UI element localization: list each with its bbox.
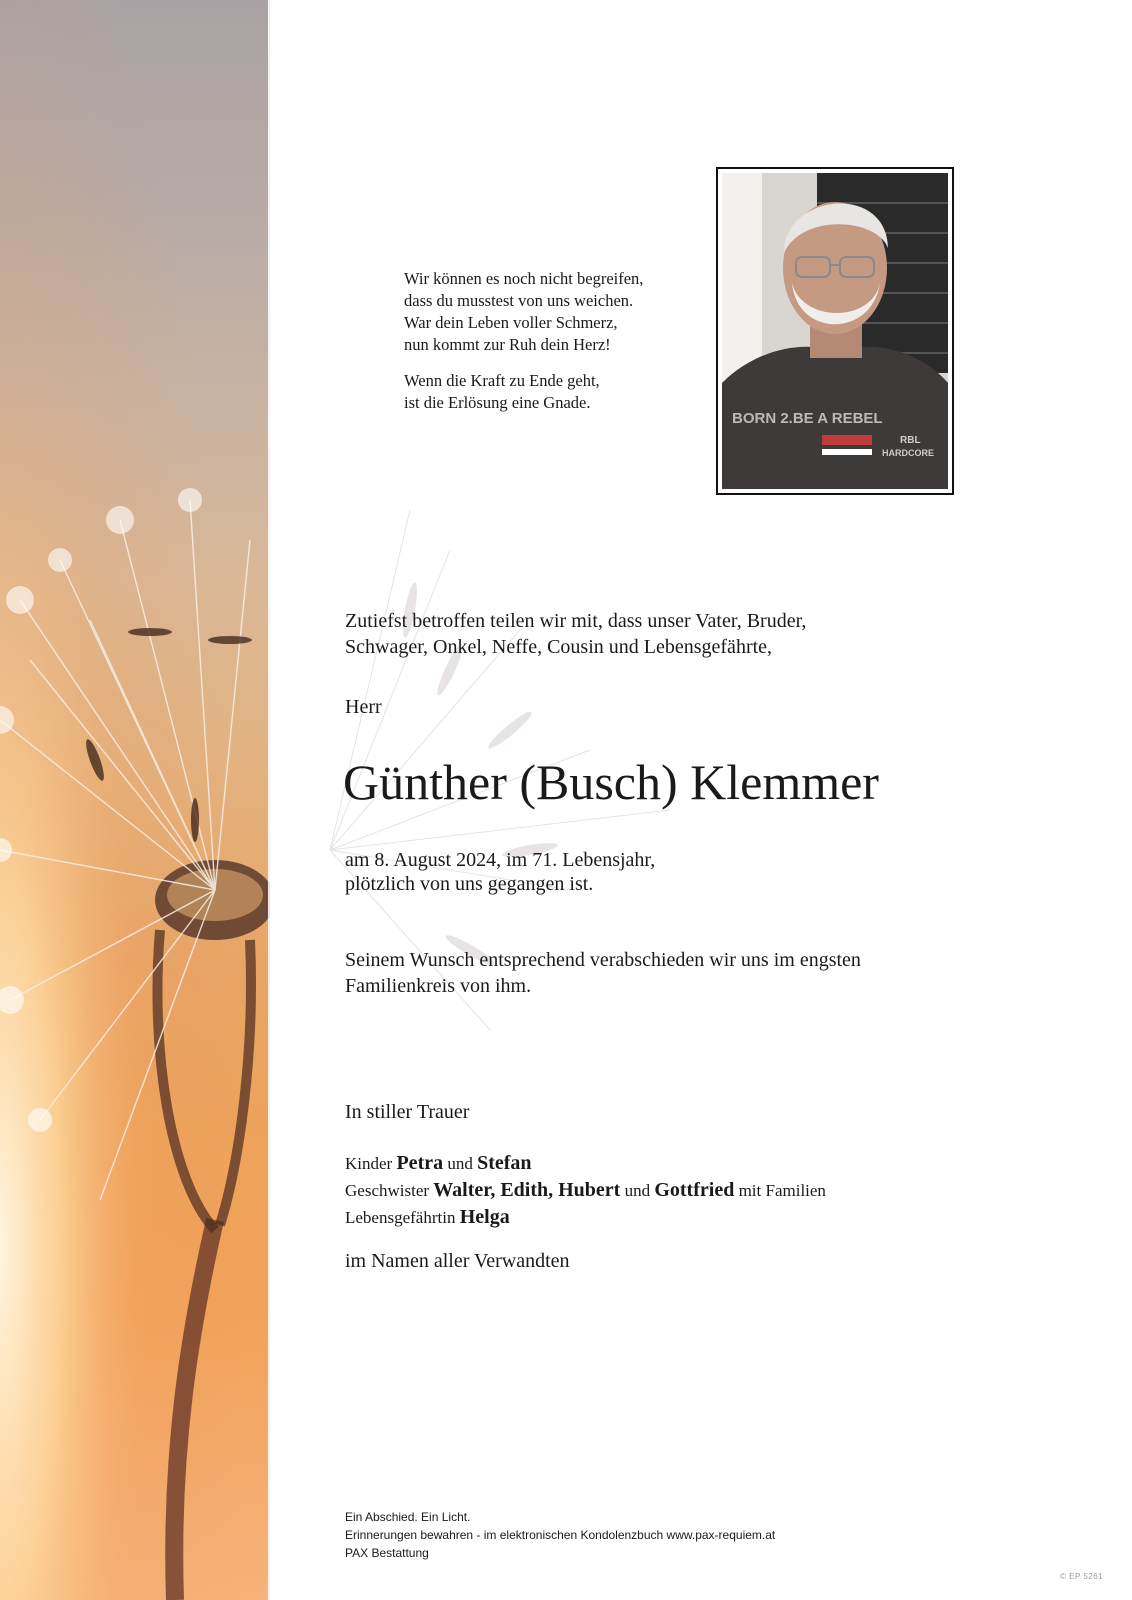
with-families: mit Familien — [738, 1181, 826, 1200]
shirt-text-2: RBL — [900, 435, 921, 446]
memorial-poem — [404, 268, 704, 428]
mourners-children — [345, 1150, 985, 1177]
salutation: Herr — [345, 696, 382, 718]
footer — [345, 1508, 985, 1562]
partner-label: Lebensgefährtin — [345, 1208, 456, 1227]
relatives-line: im Namen aller Verwandten — [345, 1250, 570, 1272]
sibling-names: Walter, Edith, Hubert — [433, 1179, 621, 1201]
farewell-wish: Seinem Wunsch entsprechend verabschieden wir uns im engsten Familienkreis von ihm. — [345, 949, 861, 997]
partner-name: Helga — [459, 1206, 510, 1228]
child-name: Stefan — [477, 1152, 532, 1174]
children-label: Kinder — [345, 1154, 393, 1173]
mourners-siblings — [345, 1177, 985, 1204]
footer-line-1: Ein Abschied. Ein Licht. — [345, 1510, 471, 1524]
template-code: © EP 5261 — [1060, 1572, 1104, 1581]
conjunction: und — [624, 1181, 651, 1200]
child-name: Petra — [396, 1152, 444, 1174]
mourning-title: In stiller Trauer — [345, 1101, 470, 1123]
poem-stanza-1: Wir können es noch nicht begreifen, dass du musstest von uns weichen. War dein Leben voller Schmerz, nun kommt zur Ruh dein Herz! — [404, 269, 644, 354]
dandelion-image — [0, 0, 270, 1600]
poem-stanza-2: Wenn die Kraft zu Ende geht, ist die Erlösung eine Gnade. — [404, 371, 600, 412]
portrait-photo — [716, 167, 954, 495]
footer-line-2: Erinnerungen bewahren - im elektronischen Kondolenzbuch www.pax-requiem.at — [345, 1528, 776, 1542]
dandelion-photo-strip — [0, 0, 270, 1600]
mourners-list — [345, 1150, 985, 1231]
conjunction: und — [447, 1154, 473, 1173]
death-info: am 8. August 2024, im 71. Lebensjahr, plötzlich von uns gegangen ist. — [345, 849, 656, 895]
footer-line-3: PAX Bestattung — [345, 1546, 429, 1560]
mourners-partner — [345, 1204, 985, 1231]
deceased-name: Günther (Busch) Klemmer — [343, 754, 879, 810]
shirt-text-1: BORN 2.BE A REBEL — [732, 410, 883, 427]
shirt-text-3: HARDCORE — [882, 448, 935, 458]
announcement-text: Zutiefst betroffen teilen wir mit, dass unser Vater, Bruder, Schwager, Onkel, Neffe, Cousin und Lebensgefährte, — [345, 610, 807, 658]
siblings-label: Geschwister — [345, 1181, 430, 1200]
portrait-image — [722, 173, 948, 489]
sibling-name: Gottfried — [654, 1179, 735, 1201]
